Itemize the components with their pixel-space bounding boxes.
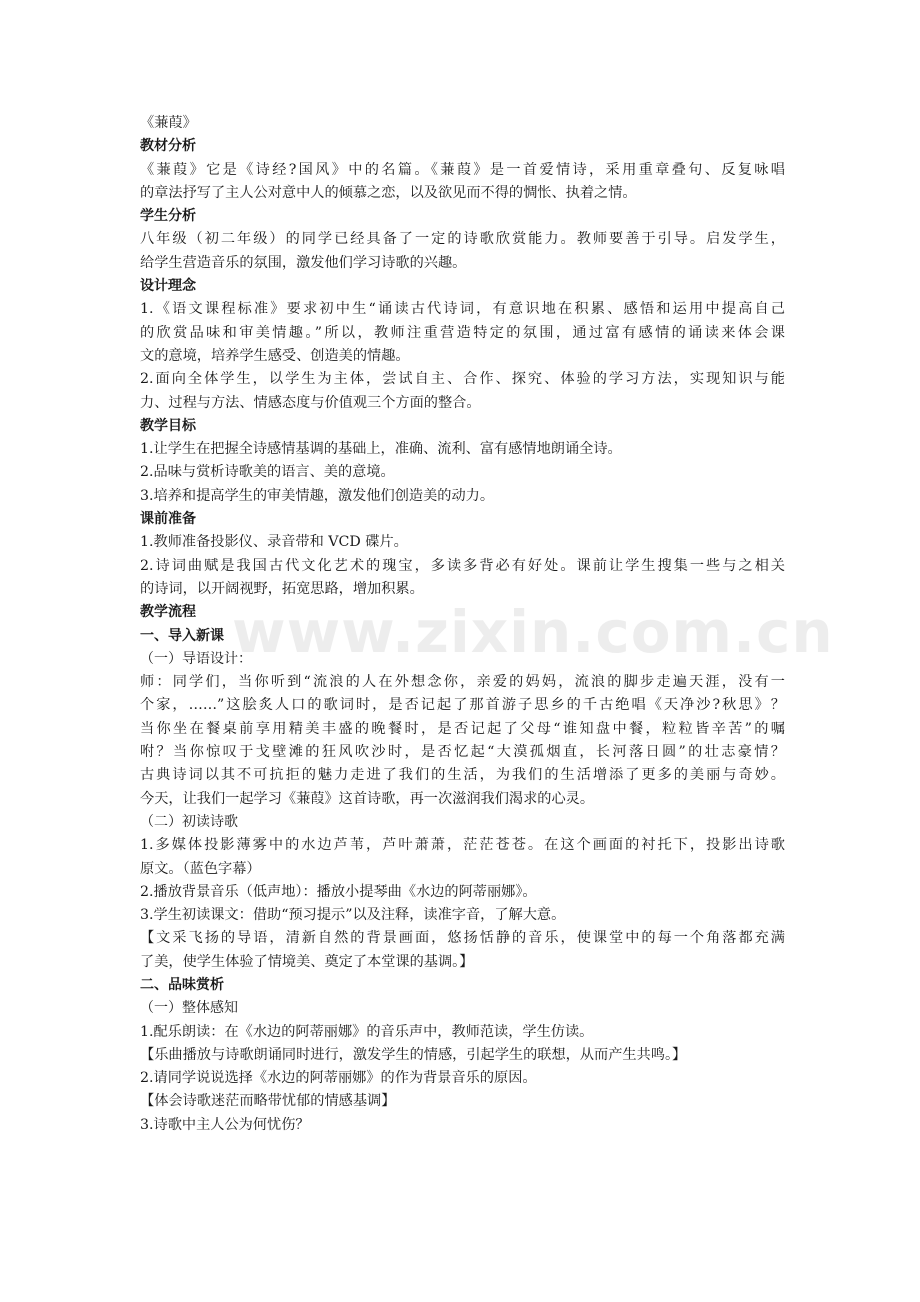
paragraph-line: 今天，让我们一起学习《蒹葭》这首诗歌，再一次滋润我们渴求的心灵。 [140, 790, 595, 807]
paragraph-line: 3.培养和提高学生的审美情趣，激发他们创造美的动力。 [140, 487, 495, 504]
paragraph-line: 2.诗词曲赋是我国古代文化艺术的瑰宝，多读多背必有好处。课前让学生搜集一些与之相关 [140, 557, 785, 574]
heading-design-concept: 设计理念 [140, 278, 196, 295]
document-page [140, 112, 834, 1137]
paragraph-line: 2.品味与赏析诗歌美的语言、美的意境。 [140, 464, 395, 481]
paragraph-line: 2.请同学说说选择《水边的阿蒂丽娜》的作为背景音乐的原因。 [140, 1070, 537, 1087]
heading-material-analysis: 教材分析 [140, 138, 196, 155]
paragraph-line: 1.《语文课程标准》要求初中生“诵读古代诗词，有意识地在积累、感悟和运用中提高自己 [140, 301, 785, 318]
heading-teaching-process: 教学流程 [140, 604, 196, 621]
paragraph-line: 的诗词，以开阔视野，拓宽思路，增加积累。 [140, 580, 424, 597]
paragraph-line: 【体会诗歌迷茫而略带忧郁的情感基调】 [140, 1093, 396, 1110]
paragraph-line: 的章法抒写了主人公对意中人的倾慕之恋，以及欲见而不得的惆怅、执着之情。 [140, 184, 637, 201]
paragraph-line: 3.诗歌中主人公为何忧伤？ [140, 1116, 310, 1133]
subheading-overall-perception: （一）整体感知 [140, 1000, 238, 1017]
heading-part-one: 一、导入新课 [140, 627, 224, 644]
paragraph-line: 咐？当你惊叹于戈壁滩的狂风吹沙时，是否忆起“大漠孤烟直，长河落日圆”的壮志豪情？ [140, 744, 785, 761]
paragraph-line: 了美，使学生体验了情境美、奠定了本堂课的基调。】 [140, 953, 474, 970]
paragraph-line: 文的意境，培养学生感受、创造美的情趣。 [140, 347, 410, 364]
heading-part-two: 二、品味赏析 [140, 976, 224, 993]
heading-preparation: 课前准备 [140, 511, 196, 528]
paragraph-line: 八年级（初二年级）的同学已经具备了一定的诗歌欣赏能力。教师要善于引导。启发学生， [140, 231, 785, 248]
heading-teaching-goals: 教学目标 [140, 417, 196, 434]
paragraph-line: 个家，……”这脍炙人口的歌词时，是否记起了那首游子思乡的千古绝唱《天净沙?秋思》？ [140, 697, 785, 714]
document-title: 《蒹葭》 [140, 115, 197, 131]
paragraph-line: 原文。（蓝色字幕） [140, 860, 261, 877]
paragraph-line: 给学生营造音乐的氛围，激发他们学习诗歌的兴趣。 [140, 254, 467, 271]
paragraph-line: 力、过程与方法、情感态度与价值观三个方面的整合。 [140, 394, 481, 411]
paragraph-line: 2.播放背景音乐（低声地）：播放小提琴曲《水边的阿蒂丽娜》。 [140, 883, 537, 900]
paragraph-line: 当你坐在餐桌前享用精美丰盛的晚餐时，是否记起了父母“谁知盘中餐，粒粒皆辛苦”的嘱 [140, 720, 785, 737]
paragraph-line: 【乐曲播放与诗歌朗诵同时进行，激发学生的情感，引起学生的联想，从而产生共鸣。】 [140, 1046, 687, 1063]
paragraph-line: 的欣赏品味和审美情趣。”所以，教师注重营造特定的氛围，通过富有感情的诵读来体会课 [140, 324, 785, 341]
heading-student-analysis: 学生分析 [140, 208, 196, 225]
paragraph-line: 1.配乐朗读：在《水边的阿蒂丽娜》的音乐声中，教师范读，学生仿读。 [140, 1023, 594, 1040]
paragraph-line: 1.多媒体投影薄雾中的水边芦苇，芦叶萧萧，茫茫苍苍。在这个画面的衬托下，投影出诗歌 [140, 837, 785, 854]
subheading-intro-design: （一）导语设计： [140, 650, 252, 667]
paragraph-line: 3.学生初读课文：借助“预习提示”以及注释，读准字音，了解大意。 [140, 907, 566, 924]
watermark: www.zixin.com.cn [232, 598, 834, 666]
paragraph-line: 2.面向全体学生，以学生为主体，尝试自主、合作、探究、体验的学习方法，实现知识与能 [140, 371, 785, 388]
paragraph-line: 师：同学们，当你听到“流浪的人在外想念你，亲爱的妈妈，流浪的脚步走遍天涯，没有一 [140, 674, 785, 691]
paragraph-line: 1.教师准备投影仪、录音带和 VCD 碟片。 [140, 534, 408, 551]
paragraph-line: 《蒹葭》它是《诗经?国风》中的名篇。《蒹葭》是一首爱情诗，采用重章叠句、反复咏唱 [140, 161, 785, 178]
paragraph-line: 【文采飞扬的导语，清新自然的背景画面，悠扬恬静的音乐，使课堂中的每一个角落都充满 [140, 930, 785, 947]
paragraph-line: 1.让学生在把握全诗感情基调的基础上，准确、流利、富有感情地朗诵全诗。 [140, 441, 622, 458]
subheading-first-reading: （二）初读诗歌 [140, 813, 238, 830]
paragraph-line: 古典诗词以其不可抗拒的魅力走进了我们的生活，为我们的生活增添了更多的美丽与奇妙。 [140, 767, 785, 784]
